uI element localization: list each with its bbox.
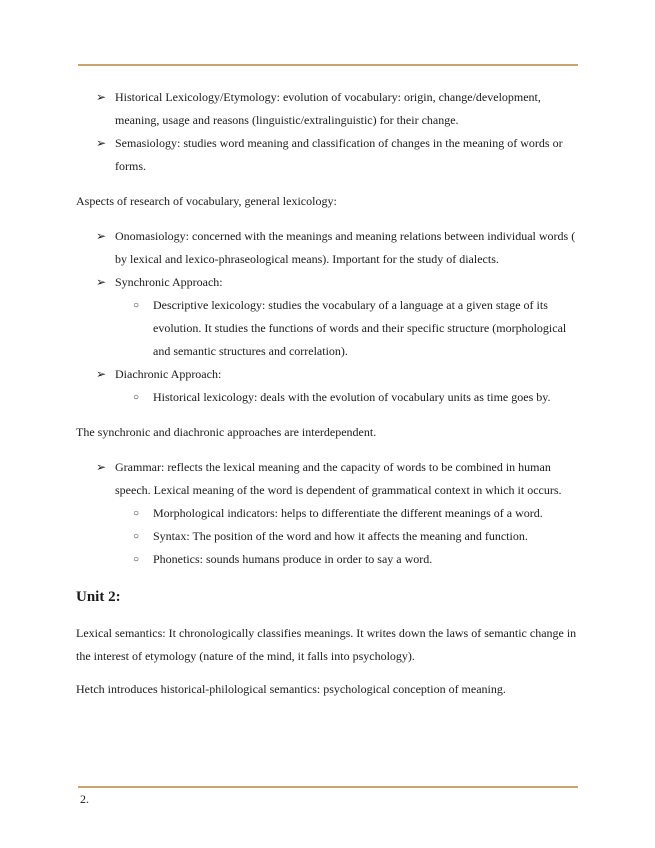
arrow-bullet-icon: ➢ bbox=[96, 90, 107, 104]
subbullet-text: Historical lexicology: deals with the evolution of vocabulary units as time goes by. bbox=[153, 390, 551, 404]
paragraph-interdependent: The synchronic and diachronic approaches are interdependent. bbox=[76, 425, 377, 439]
paragraph-aspects: Aspects of research of vocabulary, general lexicology: bbox=[76, 194, 337, 208]
arrow-bullet-icon: ➢ bbox=[96, 460, 107, 474]
page-number: 2. bbox=[80, 792, 89, 806]
subbullet-text: Syntax: The position of the word and how it affects the meaning and function. bbox=[153, 529, 528, 543]
subbullet-item-syntax bbox=[76, 525, 580, 548]
circle-bullet-icon: ○ bbox=[133, 508, 140, 519]
arrow-bullet-icon: ➢ bbox=[96, 367, 107, 381]
document-body bbox=[76, 86, 580, 701]
subbullet-item-descriptive bbox=[76, 294, 580, 363]
bullet-text: Onomasiology: concerned with the meanings and meaning relations between individual words ( by lexical and lexico-phraseological means). Important for the study of dialects. bbox=[115, 229, 576, 266]
bullet-text: Historical Lexicology/Etymology: evolution of vocabulary: origin, change/development, meaning, usage and reasons (linguistic/extralinguistic) for their change. bbox=[115, 90, 541, 127]
footer-rule bbox=[78, 786, 578, 788]
bullet-item-semasiology bbox=[76, 132, 580, 178]
circle-bullet-icon: ○ bbox=[133, 554, 140, 565]
subbullet-text: Descriptive lexicology: studies the vocabulary of a language at a given stage of its evolution. It studies the functions of words and their specific structure (morphological and semantic structures and correlation). bbox=[153, 298, 567, 358]
arrow-bullet-icon: ➢ bbox=[96, 229, 107, 243]
header-rule bbox=[78, 64, 578, 66]
bullet-text: Synchronic Approach: bbox=[115, 275, 223, 289]
subbullet-item-morphological bbox=[76, 502, 580, 525]
circle-bullet-icon: ○ bbox=[133, 531, 140, 542]
bullet-text: Grammar: reflects the lexical meaning and the capacity of words to be combined in human speech. Lexical meaning of the word is dependent of grammatical context in which it occurs. bbox=[115, 460, 562, 497]
section-heading: Unit 2: bbox=[76, 589, 121, 605]
subbullet-text: Phonetics: sounds humans produce in order to say a word. bbox=[153, 552, 433, 566]
bullet-item-etymology bbox=[76, 86, 580, 132]
bullet-item-diachronic bbox=[76, 363, 580, 386]
circle-bullet-icon: ○ bbox=[133, 300, 140, 311]
bullet-item-onomasiology bbox=[76, 225, 580, 271]
paragraph-lexical-semantics: Lexical semantics: It chronologically classifies meanings. It writes down the laws of semantic change in the interest of etymology (nature of the mind, it falls into psychology). bbox=[76, 626, 577, 663]
bullet-item-synchronic bbox=[76, 271, 580, 294]
bullet-text: Diachronic Approach: bbox=[115, 367, 222, 381]
subbullet-text: Morphological indicators: helps to differentiate the different meanings of a word. bbox=[153, 506, 543, 520]
arrow-bullet-icon: ➢ bbox=[96, 275, 107, 289]
bullet-text: Semasiology: studies word meaning and classification of changes in the meaning of words or forms. bbox=[115, 136, 563, 173]
bullet-item-grammar bbox=[76, 456, 580, 502]
subbullet-item-historical bbox=[76, 386, 580, 409]
circle-bullet-icon: ○ bbox=[133, 392, 140, 403]
subbullet-item-phonetics bbox=[76, 548, 580, 571]
arrow-bullet-icon: ➢ bbox=[96, 136, 107, 150]
paragraph-hetch: Hetch introduces historical-philological semantics: psychological conception of meaning. bbox=[76, 682, 506, 696]
